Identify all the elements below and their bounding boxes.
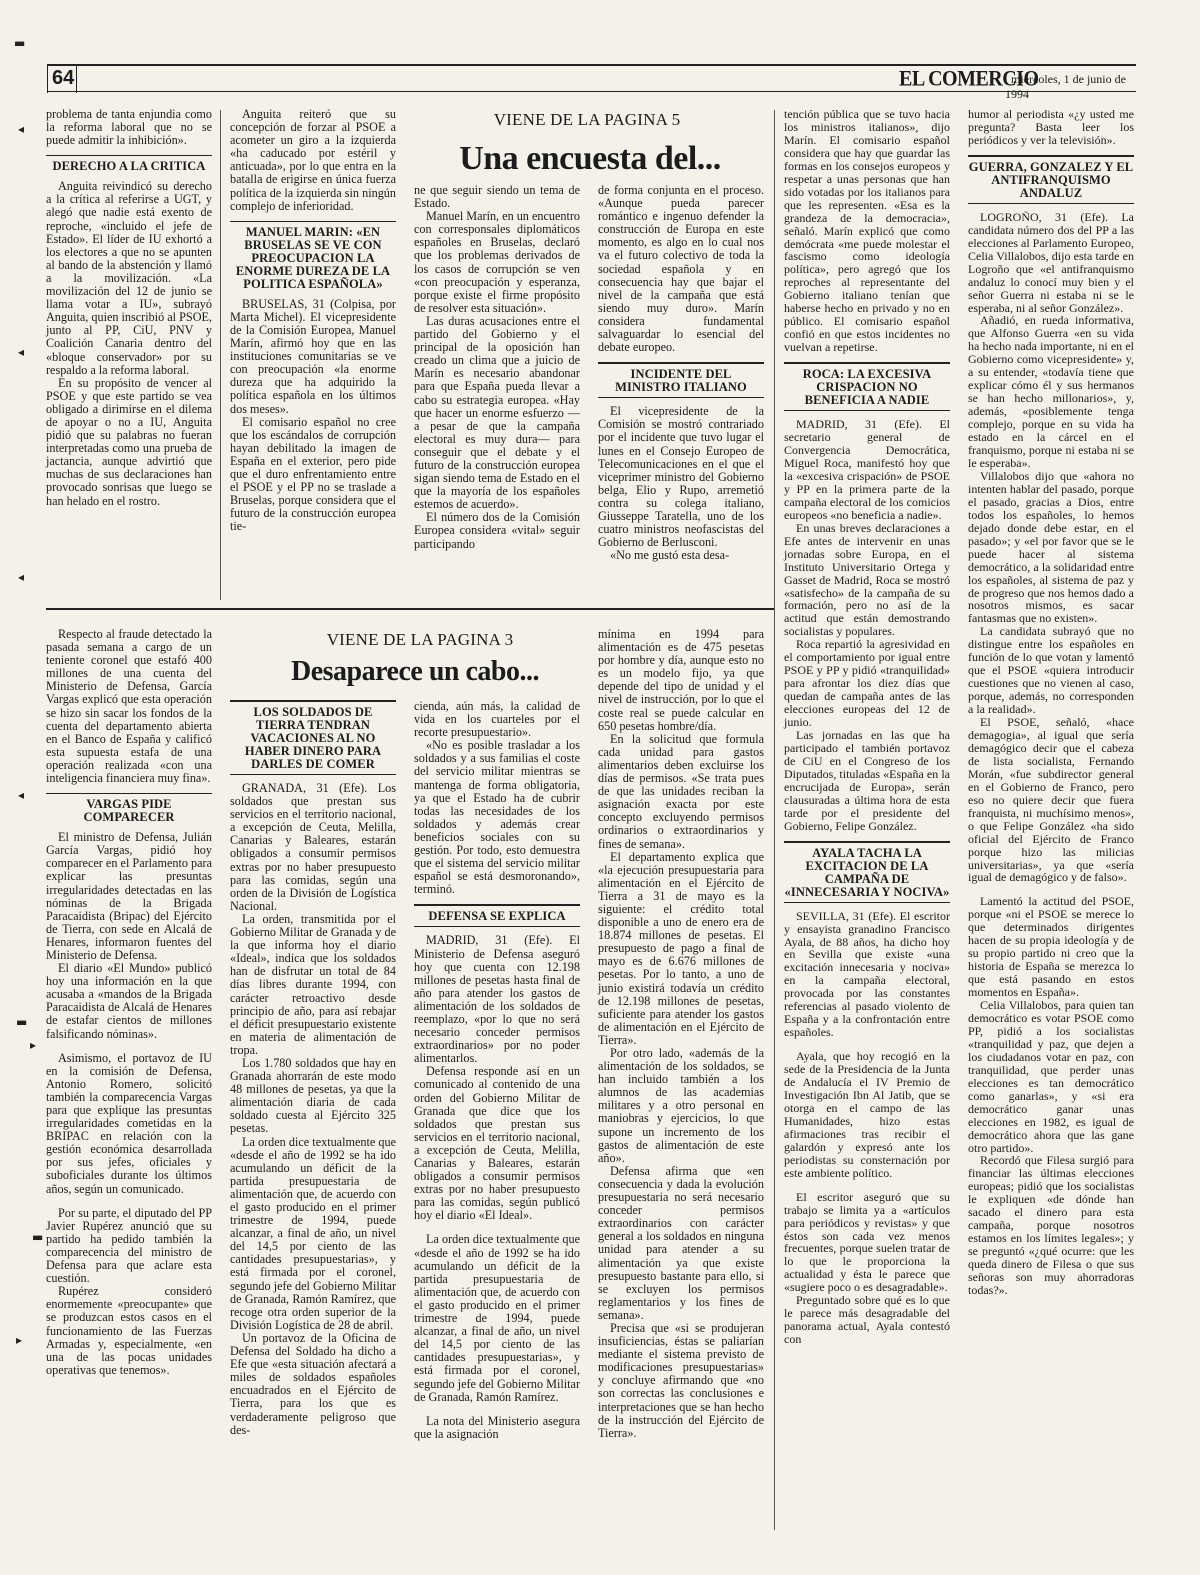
right-column-5 (784, 108, 950, 1346)
paragraph: Recordó que Filesa surgió para financiar las últimas elecciones europeas; pidió que los socialistas le expliquen «de dónde han sacado el dinero para esta campaña, porque nosotros estamos en los límites legales»; y se preguntó «¿qué ocurre: que les queda dinero de Filesa o que sus señoras son muy ahorradoras todas?». (968, 1153, 1134, 1298)
paragraph: La orden dice textualmente que «desde el año de 1992 se ha ido acumulando un déficit de la partida presupuestaria de alimentación que, de acuerdo con el gasto producido en el primer trimestre de 1994, puede alcanzar, a final de año, un nivel del 14,5 por ciento de las cantidades presupuestarias», y está firmada por el coronel, segundo jefe del Gobierno Militar de Granada, Ramón Ramírez. (414, 1232, 580, 1404)
bottom-column-1 (46, 628, 212, 1377)
page-header (47, 64, 1136, 101)
registration-mark: ◂ (18, 570, 25, 584)
subhead: DEFENSA SE EXPLICA (414, 904, 580, 927)
paragraph: MADRID, 31 (Efe). El Ministerio de Defensa aseguró hoy que cuenta con 12.198 millones de pesetas hasta final de año para atender los gastos de alimentación de los soldados de reemplazo, «por lo que no será necesario conceder permisos extraordinarios» por no poder alimentarlos. (414, 933, 580, 1066)
paragraph: En la solicitud que formula cada unidad para gastos alimentarios deben excluirse los días de permisos. «Se trata pues de que las unidades reciban la asignación exacta por este concepto excluyendo permisos ordinarios o extraordinarios y fines de semana». (598, 731, 764, 851)
right-column-6 (968, 108, 1134, 1297)
masthead: EL COMERCIO (899, 66, 1039, 92)
paragraph: Respecto al fraude detectado la pasada semana a cargo de un teniente coronel que estafó 400 millones de una cuenta del Ministerio de Defensa, García Vargas explicó que esta operación se hizo sin sacar los fondos de la cuenta del departamento abierta en el Banco de España y calificó esta supuesta estafa de una operación realizada «con una inteligencia financiera muy fina». (46, 627, 212, 786)
paragraph: Defensa responde así en un comunicado al contenido de una orden del Gobierno Militar de Granada que dice que los soldados que prestan sus servicios en el territorio nacional, a excepción de Ceuta, Melilla, Canarias y Baleares, estarán obligados a consumir permisos extras por no haber presupuesto para las comidas, según publicó hoy el diario «El Ideal». (414, 1064, 580, 1223)
column-rule (774, 110, 775, 1530)
registration-mark: ▬ (14, 36, 26, 50)
paragraph: «No me gustó esta desa- (610, 548, 730, 563)
paragraph: La candidata subrayó que no distingue entre los españoles en función de lo que votan y lamentó que el PSOE «quiera introducir cuestiones que no vienen al caso, porque, además, no corresponden a la realidad». (968, 624, 1134, 717)
story-divider (46, 608, 774, 610)
top-headline: Una encuesta del... (459, 140, 721, 177)
paragraph: Añadió, en rueda informativa, que Alfonso Guerra «en su vida ha hecho nada importante, ni en el Gobierno como vicepresidente» y, a su entender, «todavía tiene que explicar cómo él y sus hermanos se han hecho millonarios», y, además, «posiblemente tenga complejo, porque en su vida ha estado en la cárcel en el franquismo, porque ni estaba ni se le esperaba». (968, 313, 1134, 470)
paragraph: Los 1.780 soldados que hay en Granada ahorrarán de este modo 48 millones de pesetas, ya que la alimentación diaria de cada soldado cuesta al Ejército 325 pesetas. (230, 1055, 396, 1136)
paragraph: El número dos de la Comisión Europea considera «vital» seguir participando (414, 510, 580, 551)
registration-mark: ◂ (18, 788, 25, 802)
paragraph: Celia Villalobos, para quien tan democrático es votar PSOE como PP, pidió a los socialistas «tranquilidad y paz, que dejen a los ciudadanos votar en paz, con tranquilidad, que perder unas elecciones es tan democrático como ganarlas», y «si era democrático ganar unas elecciones en 1982, es igual de democrático ahora que las gane otro partido». (968, 998, 1134, 1155)
paragraph: BRUSELAS, 31 (Colpisa, por Marta Michel). El vicepresidente de la Comisión Europea, Manuel Marín, afirmó hoy que en las instituciones comunitarias se ve con preocupación «la enorme dureza que ha adquirido la política española en los últimos dos meses». (230, 296, 396, 416)
paragraph: Roca repartió la agresividad en el comportamiento por igual entre PSOE y PP y pidió «tranquilidad» para afrontar los diez días que quedan de campaña antes de las elecciones europeas del 12 de junio. (784, 637, 950, 730)
dateline: . miércoles, 1 de junio de 1994 (1005, 72, 1126, 101)
subhead: GUERRA, GONZALEZ Y EL ANTIFRANQUISMO ANDALUZ (968, 155, 1134, 204)
paragraph: MADRID, 31 (Efe). El secretario general de Convergencia Democrática, Miguel Roca, manifestó hoy que la «excesiva crispación» de PSOE y PP en la primera parte de la campaña electoral de los comicios europeos «no beneficia a nadie». (784, 417, 950, 522)
paragraph: Villalobos dijo que «ahora no intenten hablar del pasado, porque el pasado, gracias a Dios, entre todos los españoles, lo hemos dejado donde debe estar, en el pasado»; y «el por favor que se le puede hacer al sistema democrático, a la solidaridad entre los españoles, al sistema de paz y de progreso que nos hemos dado a nosotros mismos, es sacar fantasmas que no existen». (968, 468, 1134, 626)
paragraph: Las jornadas en las que ha participado el también portavoz de CiU en el Congreso de los Diputados, tituladas «España en la encrucijada de Europa», serán clausuradas a última hora de esta tarde por el presidente del Gobierno, Felipe González. (784, 727, 950, 833)
paragraph: Defensa afirma que «en consecuencia y dada la evolución presupuestaria no será necesario conceder permisos extraordinarios con carácter general a los soldados en ninguna unidad para atender a su alimentación ya que existe presupuesto bastante para ello, si se excluyen los permisos reglamentarios y los fines de semana». (598, 1163, 764, 1322)
subhead: MANUEL MARIN: «EN BRUSELAS SE VE CON PREOCUPACION LA ENORME DUREZA DE LA POLITICA ESPAÑOLA» (230, 221, 396, 291)
registration-mark: ▸ (16, 1333, 23, 1347)
subhead: INCIDENTE DEL MINISTRO ITALIANO (598, 362, 764, 398)
bottom-column-4 (598, 628, 764, 1440)
paragraph: Por su parte, el diputado del PP Javier Rupérez anunció que su partido ha pedido también la comparecencia del ministro de Defensa para que aclare esta cuestión. (46, 1205, 212, 1286)
paragraph: humor al periodista «¿y usted me pregunta? Basta leer los periódicos y ver la televisión». (968, 107, 1134, 147)
paragraph: Lamentó la actitud del PSOE, porque «ni el PSOE se merece lo que determinados dirigentes hacen de su propia ideología y de su propio partido ni creo que la historia de España se merezca lo que está pasando en estos momentos en España». (968, 894, 1134, 1000)
paragraph: Un portavoz de la Oficina de Defensa del Soldado ha dicho a Efe que «esta situación afectará a miles de soldados españoles encuadrados en el Ejército de Tierra, para los que es verdaderamente peligroso que des- (230, 1330, 396, 1437)
subhead: DERECHO A LA CRITICA (46, 155, 212, 173)
bottom-column-2 (230, 694, 396, 1437)
paragraph: cienda, aún más, la calidad de vida en los cuarteles por el recorte presupuestario». (414, 699, 580, 740)
top-column-2 (230, 108, 396, 533)
bottom-headline: Desaparece un cabo... (291, 656, 539, 687)
top-column-4 (598, 184, 764, 562)
registration-mark: ▬ (16, 1015, 28, 1029)
top-column-1 (46, 108, 212, 508)
paragraph: Anguita reiteró que su concepción de forzar al PSOE a acometer un giro a la izquierda «ha caducado por estéril y anticuada», por lo que entra en la batalla de erigirse en única fuerza política de la izquierda sin ningún complejo de inferioridad. (230, 107, 396, 213)
paragraph: Preguntado sobre qué es lo que le parece más desagradable del panorama actual, Ayala contestó con (784, 1293, 950, 1347)
subhead: ROCA: LA EXCESIVA CRISPACION NO BENEFICIA A NADIE (784, 362, 950, 411)
paragraph: Asimismo, el portavoz de IU en la comisión de Defensa, Antonio Romero, solicitó también la comparecencia Vargas para que explique las presuntas irregularidades cometidas en la BRIPAC en relación con la gestión económica desarrollada por sus jefes, oficiales y suboficiales durante los últimos años, según un comunicado. (46, 1050, 212, 1196)
paragraph: La orden, transmitida por el Gobierno Militar de Granada y de la que informa hoy el diario «Ideal», indica que los soldados han de disfrutar un total de 84 días libres durante 1994, con carácter retroactivo desde principio de año, para así rebajar el déficit presupuestario existente en materia de alimentación de tropa. (230, 911, 396, 1057)
registration-mark: ▸ (30, 1038, 37, 1052)
paragraph: Precisa que «si se produjeran insuficiencias, éstas se paliarían mediante el sistema previsto de modificaciones presupuestarias» y concluye afirmando que «no son correctas las conclusiones e interpretaciones que se han hecho de la instrucción del Ejército de Tierra». (598, 1320, 764, 1440)
paragraph: Ayala, que hoy recogió en la sede de la Presidencia de la Junta de Andalucía el IV Premio de Investigación Ibn Al Jatib, que se otorga en el campo de las Humanidades, hizo estas afirmaciones tras recibir el galardón y expresó ante los periodistas su consternación por este ambiente político. (784, 1049, 950, 1180)
paragraph: El PSOE, señaló, «hace demagogia», al igual que sería demagógico decir que el cabeza de lista socialista, Fernando Morán, «fue subdirector general en el Gobierno de Franco, pero eso no quiere decir que fuera franquista, ni muchísimo menos», o que Felipe González «ha sido oficial del Ejército de Franco porque hizo las milicias universitarias», ya que «sería igual de demagógico y de falso». (968, 715, 1134, 885)
column-rule (220, 110, 221, 600)
paragraph: La nota del Ministerio asegura que la asignación (414, 1413, 580, 1441)
paragraph: El vicepresidente de la Comisión se mostró contrariado por el incidente que tuvo lugar el lunes en el Consejo Europeo de Telecomunicaciones en el que el viceprimer ministro del Gobierno belga, Elio y Rupo, arremetió contra su colega italiano, Giusseppe Taratella, uno de los cuatro ministros neofascistas del Gobierno de Berlusconi. (598, 404, 764, 550)
subhead: VARGAS PIDE COMPARECER (46, 793, 212, 824)
paragraph: El comisario español no cree que los escándalos de corrupción hayan debilitado la imagen de España en el exterior, pero pide que el duro enfrentamiento entre el PSOE y el PP no se traslade a Bruselas, porque considera que el futuro de la construcción europea tie- (230, 414, 396, 534)
paragraph: tención pública que se tuvo hacia los ministros italianos», dijo Marín. El comisario español considera que hay que guardar las formas en los consejos europeos y respetar a unas personas que han sido votadas por los italianos para que les representen. «Esa es la grandeza de la democracia», señaló. Marín explicó que como demócrata «me puede molestar el fascismo como ideología política», pero agregó que los reproches al representante del Gobierno italiano tenían que haberse hecho en privado y no en público. El comisario español confió en que estos incidentes no vuelvan a repetirse. (784, 107, 950, 355)
paragraph: El departamento explica que «la ejecución presupuestaria para alimentación en el Ejército de Tierra a 31 de mayo es la siguiente: el crédito total disponible a uno de enero era de 18.874 millones de pesetas. El presupuesto de pago a final de mayo es de 6.676 millones de pesetas. Por lo tanto, a uno de junio existirá todavía un crédito de 12.198 millones de pesetas, suficiente para atender los gastos de alimentación en el Ejército de Tierra». (598, 849, 764, 1047)
paragraph: El diario «El Mundo» publicó hoy una información en la que acusaba a «mandos de la Brigada Paracaidista de Alcalá de Henares de estafar cientos de millones falsificando nóminas». (46, 961, 212, 1041)
paragraph: mínima en 1994 para alimentación es de 475 pesetas por hombre y día, aunque esto no es un modelo fijo, ya que depende del tipo de unidad y el nivel de instrucción, por lo que el coste real se puede calcular en 650 pesetas hombre/día. (598, 627, 764, 733)
paragraph: Las duras acusaciones entre el partido del Gobierno y el principal de la oposición han creado un clima que a juicio de Marín es necesario abandonar para que España pueda llevar a cabo su estrategia europea. «Hay que hacer un enorme esfuerzo —a pesar de que la campaña electoral es muy dura— para conseguir que el debate y el futuro de la construcción europea sigan siendo tema de Estado en el que la mayoría de los españoles estemos de acuerdo». (414, 313, 580, 512)
page-number-box (47, 66, 77, 93)
registration-mark: ◂ (18, 345, 25, 359)
subhead: AYALA TACHA LA EXCITACION DE LA CAMPAÑA DE «INNECESARIA Y NOCIVA» (784, 841, 950, 903)
paragraph: Manuel Marín, en un encuentro con corresponsales diplomáticos españoles en Bruselas, declaró que los problemas derivados de los casos de corrupción se ven «con preocupación y esperanza, porque existe el firme propósito de resolver esta situación». (414, 209, 580, 315)
paragraph: La orden dice textualmente que «desde el año de 1992 se ha ido acumulando un déficit de la partida presupuestaria de alimentación que, de acuerdo con el gasto producido en el primer trimestre de 1994, puede alcanzar, a final de año, un nivel del 14,5 por ciento de las cantidades presupuestarias», y está firmada por el coronel, segundo jefe del Gobierno Militar de Granada, Ramón Ramírez, que recoge otra orden superior de la División Logística de 28 de abril. (230, 1134, 396, 1332)
top-kicker: VIENE DE LA PAGINA 5 (493, 110, 681, 129)
subhead: LOS SOLDADOS DE TIERRA TENDRAN VACACIONES AL NO HABER DINERO PARA DARLES DE COMER (230, 700, 396, 775)
paragraph: de forma conjunta en el proceso. «Aunque pueda parecer romántico e ingenuo defender la construcción de Europa en este momento, es algo en lo cual nos va el futuro colectivo de toda la sociedad española y en consecuencia hay que bajar el nivel de la campaña que está siendo muy duro». Marín considera fundamental salvaguardar lo esencial del debate europeo. (598, 183, 764, 355)
top-column-3 (414, 184, 580, 551)
paragraph: ne que seguir siendo un tema de Estado. (414, 183, 580, 211)
paragraph: Rupérez consideró enormemente «preocupante» que se produzcan estos casos en el funcionamiento de las Fuerzas Armadas y, especialmente, «en una de las pocas unidades operativas que tenemos». (46, 1284, 212, 1377)
paragraph: El ministro de Defensa, Julián García Vargas, pidió hoy comparecer en el Parlamento para explicar las presuntas irregularidades detectadas en las nóminas de la Brigada Paracaidista (Bripac) del Ejército de Tierra, con sede en Alcalá de Henares, informaron fuentes del Ministerio de Defensa. (46, 830, 212, 962)
paragraph: GRANADA, 31 (Efe). Los soldados que prestan sus servicios en el territorio nacional, a excepción de Ceuta, Melilla, Canarias y Baleares, estarán obligados a consumir permisos extras por no haber presupuesto para las comidas, según una orden de la División de Logística Nacional. (230, 781, 396, 913)
registration-mark: ▬ (32, 1230, 44, 1244)
paragraph: En unas breves declaraciones a Efe antes de intervenir en unas jornadas sobre Europa, en el Instituto Universitario Ortega y Gasset de Madrid, Roca se mostró «satisfecho» de la campaña de su formación, pero no así de la actitud que están demostrando socialistas y populares. (784, 520, 950, 639)
registration-mark: ◂ (18, 122, 25, 136)
page-number: 64 (52, 67, 75, 89)
bottom-kicker: VIENE DE LA PAGINA 3 (326, 630, 514, 649)
paragraph: «No es posible trasladar a los soldados y a sus familias el coste del servicio militar mientras se mantenga de forma obligatoria, ya que el Estado ha de cubrir todas las necesidades de los soldados y además crear beneficios sociales con su gestión. Por todo, esto demuestra que el sistema del servicio militar español se está desmoronando», terminó. (414, 738, 580, 897)
paragraph: SEVILLA, 31 (Efe). El escritor y ensayista granadino Francisco Ayala, de 88 años, ha dicho hoy en Sevilla que existe «una excitación innecesaria y nociva» en la campaña electoral, provocada por las constantes referencias al pasado violento de España y a la confrontación entre españoles. (784, 908, 950, 1040)
paragraph: Anguita reivindicó su derecho a la crítica al referirse a UGT, y alegó que nadie está exento de reproche, «incluido el jefe de Estado». El líder de IU exhortó a los electores a que no se apunten al bando de la abstención y llamó a la movilización. «La movilización del 12 de junio se llama votar a IU», subrayó Anguita, quien inscribió al PSOE, junto al PP, CiU, PNV y Coalición Canaria dentro del «bloque conservador» por su respaldo a la reforma laboral. (46, 179, 212, 377)
paragraph: El escritor aseguró que su trabajo se limita ya a «artículos para periódicos y revistas» y que éstos son cada vez menos frecuentes, porque suelen tratar de lo que le proporciona la actualidad y ésta le parece que «sugiere poco o es desagradable». (784, 1189, 950, 1295)
paragraph: En su propósito de vencer al PSOE y que este partido se vea obligado a dirimirse en el dilema de apoyar o no a IU, Anguita pidió que su palabras no fueran interpretadas como una prueba de jactancia, aunque advirtió que muchas de sus declaraciones han provocado sonrisas que luego se han helado en el rostro. (46, 375, 212, 508)
bottom-column-3 (414, 700, 580, 1441)
paragraph: Por otro lado, «además de la alimentación de los soldados, se han incluido también a los alumnos de las academias militares y a otro personal en maniobras y ejercicios, lo que supone un incremento de los gastos de alimentación de este año». (598, 1046, 764, 1165)
paragraph: LOGROÑO, 31 (Efe). La candidata número dos del PP a las elecciones al Parlamento Europeo, Celia Villalobos, dijo esta tarde en Logroño que «el antifranquismo andaluz lo conocí muy bien y el señor Guerra ni estaba ni se le esperaba, ni al señor González». (968, 209, 1134, 315)
paragraph: problema de tanta enjundia como la reforma laboral que no se puede admitir la inhibición». (46, 107, 212, 148)
